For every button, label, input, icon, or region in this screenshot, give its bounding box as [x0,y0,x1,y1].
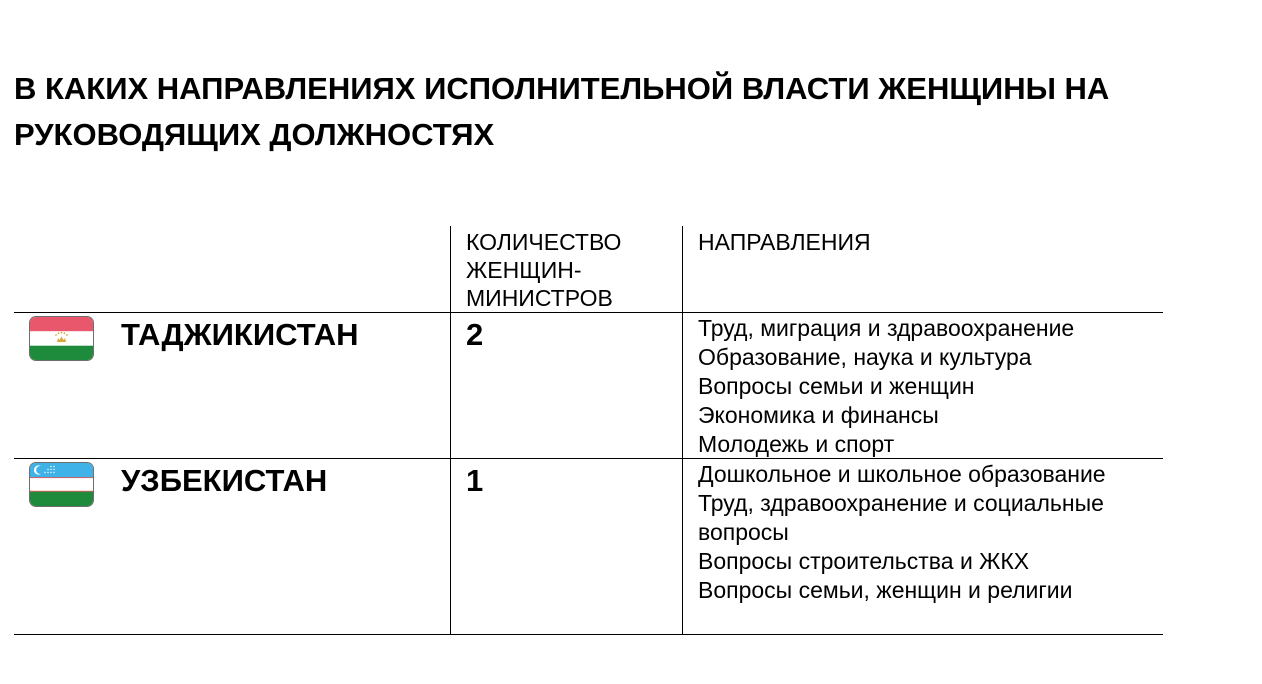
uzbek-flag-star [50,466,51,467]
tajik-flag-red-stripe [30,317,93,331]
direction-item: Труд, здравоохранение и социальные вопросы [698,490,1104,545]
table-bottom-border [14,634,1163,635]
tajik-flag-star [66,334,68,336]
count-uzbekistan: 1 [466,463,484,498]
tajik-flag-green-stripe [30,346,93,360]
uzbek-flag-star [47,472,48,473]
country-name-uzbekistan: УЗБЕКИСТАН [121,463,328,498]
country-name-tajikistan: ТАДЖИКИСТАН [121,317,359,352]
tajik-flag-star [64,332,66,334]
page-title: В КАКИХ НАПРАВЛЕНИЯХ ИСПОЛНИТЕЛЬНОЙ ВЛАСТИ ЖЕНЩИНЫ НА РУКОВОДЯЩИХ ДОЛЖНОСТЯХ [14,71,1110,152]
uzbek-flag-red-line [30,477,93,478]
uzbek-flag-star [53,472,54,473]
tajikistan-flag-graphic [30,317,93,360]
header-count: КОЛИЧЕСТВО ЖЕНЩИН-МИНИСТРОВ [466,229,622,311]
uzbekistan-flag-icon [30,463,93,506]
tajik-flag-star [55,334,57,336]
direction-item: Вопросы строительства и ЖКХ [698,548,1030,574]
direction-item: Вопросы семьи и женщин [698,373,975,399]
direction-item: Молодежь и спорт [698,431,895,457]
uzbek-flag-star [50,472,51,473]
direction-item: Экономика и финансы [698,402,939,428]
column-divider-2 [682,226,683,634]
uzbek-flag-green-stripe [30,492,93,506]
uzbek-flag-star [50,469,51,470]
uzbek-flag-crescent-inner [36,466,44,474]
column-divider-1 [450,226,451,634]
uzbek-flag-red-line [30,491,93,492]
direction-item: Образование, наука и культура [698,344,1032,370]
uzbek-flag-star [53,469,54,470]
directions-list-tajikistan [698,314,1160,459]
tajik-flag-star [58,332,60,334]
uzbek-flag-star [53,466,54,467]
tajik-flag-star [61,332,63,334]
direction-item: Труд, миграция и здравоохранение [698,315,1075,341]
uzbek-flag-white-stripe [30,478,93,491]
header-row-divider [14,312,1163,313]
direction-item: Дошкольное и школьное образование [698,461,1106,487]
directions-list-uzbekistan [698,460,1160,605]
count-tajikistan: 2 [466,317,484,352]
direction-item: Вопросы семьи, женщин и религии [698,577,1073,603]
tajikistan-flag-icon [30,317,93,360]
uzbek-flag-star [44,472,45,473]
header-directions: НАПРАВЛЕНИЯ [698,229,871,255]
uzbek-flag-star [47,469,48,470]
uzbekistan-flag-graphic [30,463,93,506]
